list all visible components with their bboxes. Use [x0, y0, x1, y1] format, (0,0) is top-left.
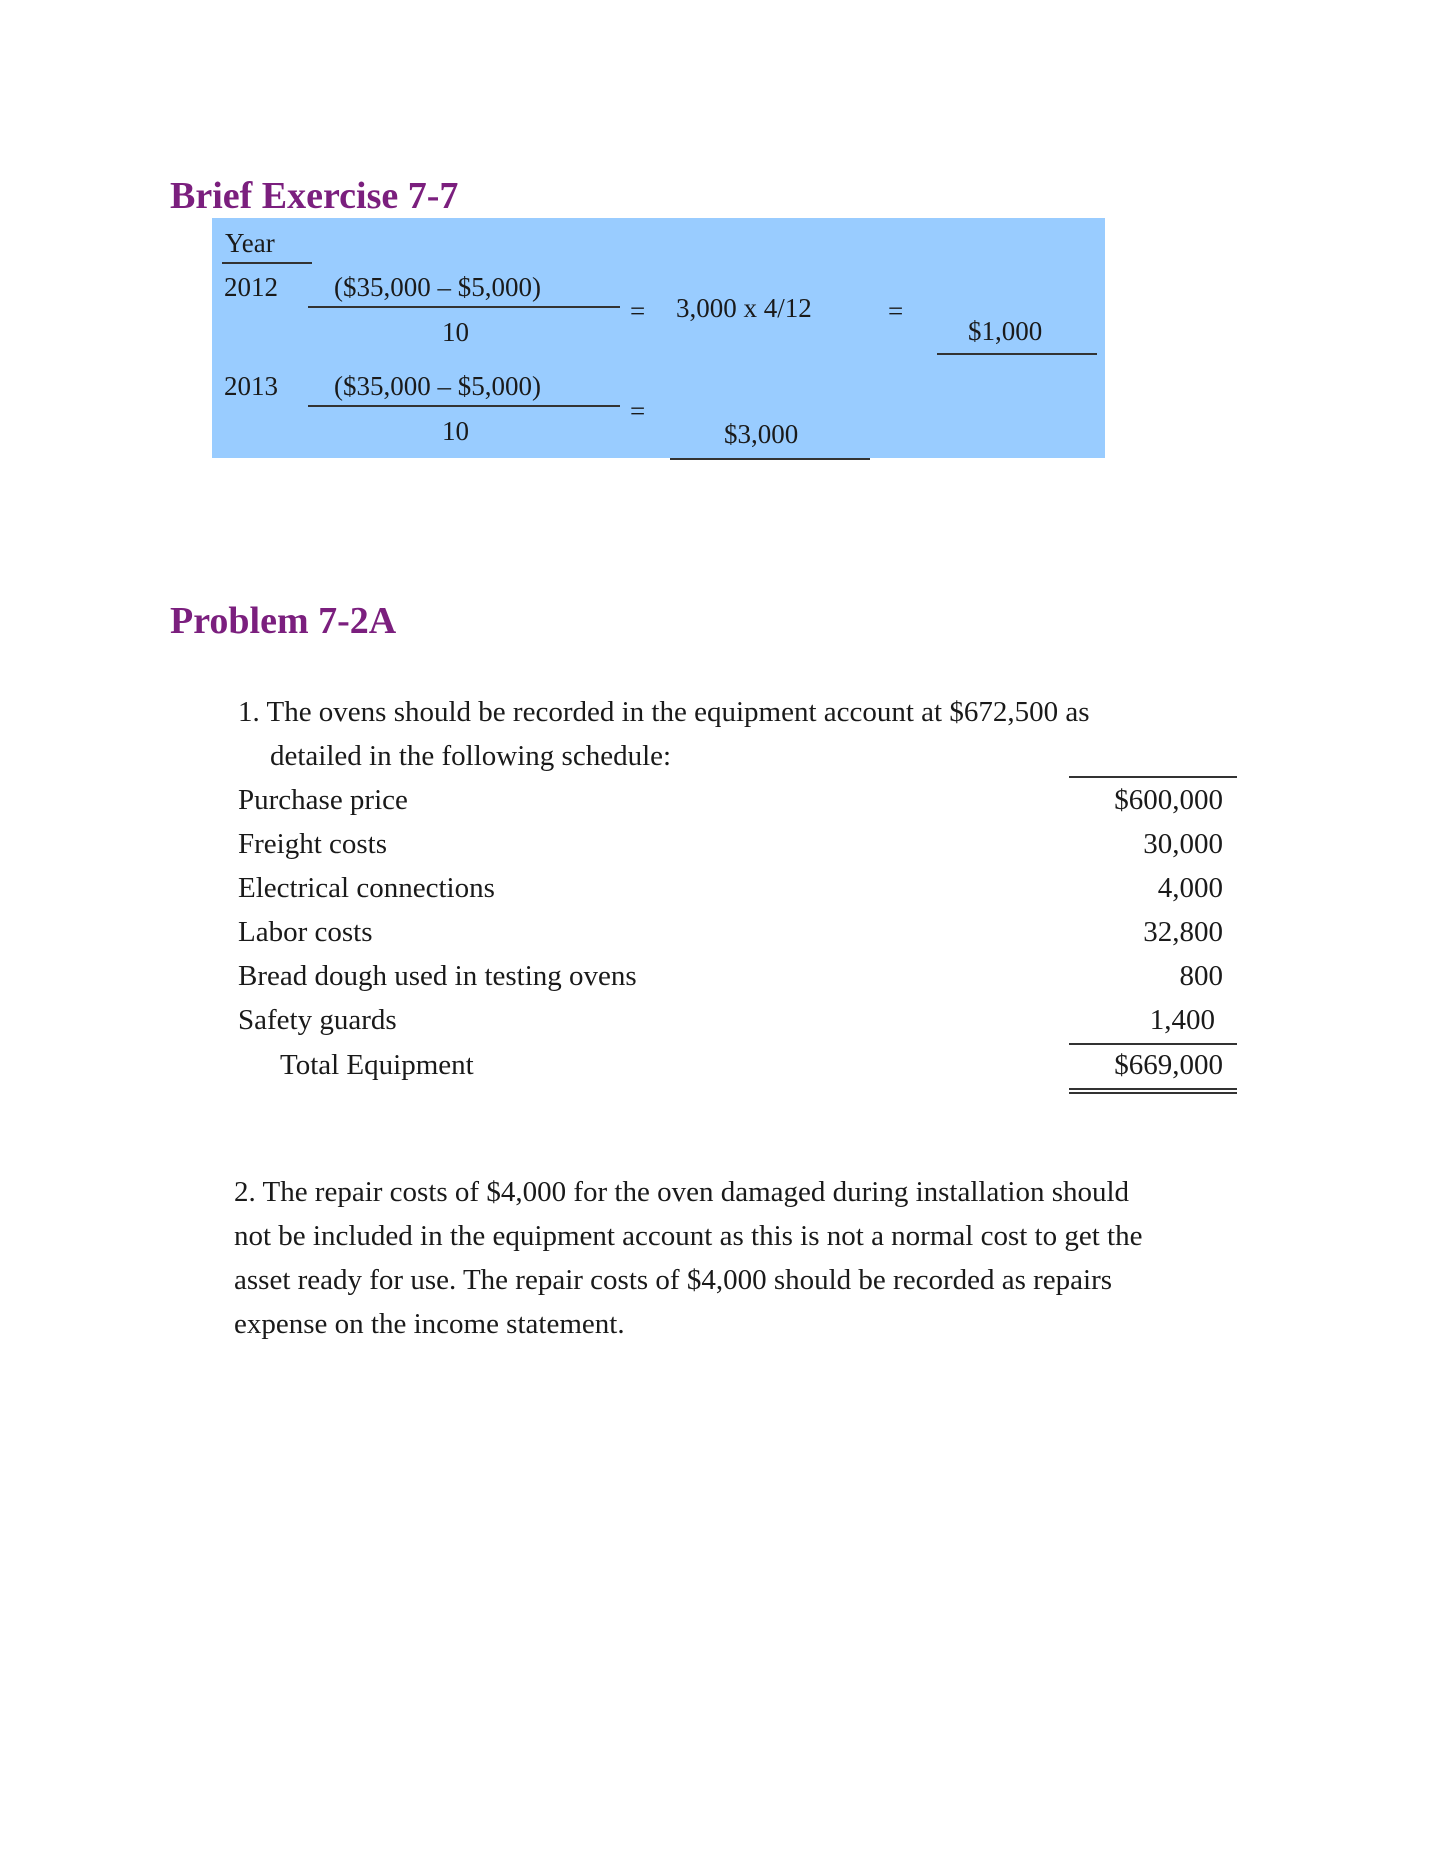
section-title-brief-exercise: Brief Exercise 7-7 [170, 175, 459, 217]
schedule-label-purchase-price: Purchase price [238, 784, 408, 816]
part1-line2: detailed in the following schedule: [270, 740, 672, 772]
schedule-top-rule [1069, 776, 1237, 778]
year-2013-label: 2013 [224, 371, 278, 401]
partial-year-calc-2012: 3,000 x 4/12 [676, 293, 812, 323]
schedule-label-safety-guards: Safety guards [238, 1004, 397, 1036]
numerator-2012: ($35,000 – $5,000) [334, 272, 541, 302]
depreciation-computation-panel [212, 218, 1105, 458]
denominator-2012: 10 [442, 317, 469, 347]
year-column-header: Year [225, 228, 275, 258]
numerator-2013: ($35,000 – $5,000) [334, 371, 541, 401]
schedule-label-bread-dough: Bread dough used in testing ovens [238, 960, 637, 992]
year-2012-label: 2012 [224, 272, 278, 302]
part2-line2: not be included in the equipment account as this is not a normal cost to get the [234, 1220, 1143, 1252]
schedule-subtotal-rule [1069, 1043, 1237, 1045]
part2-line4: expense on the income statement. [234, 1308, 625, 1340]
part2-line1: 2. The repair costs of $4,000 for the oven damaged during installation should [234, 1176, 1130, 1208]
denominator-2013: 10 [442, 416, 469, 446]
fraction-bar-2012 [308, 306, 620, 308]
schedule-value-electrical: 4,000 [1157, 872, 1223, 904]
schedule-value-freight: 30,000 [1143, 828, 1223, 860]
equals-sign-2012-b: = [888, 296, 904, 326]
total-double-rule-top [1069, 1088, 1237, 1090]
fraction-bar-2013 [308, 405, 620, 407]
result-2013-underline [670, 458, 870, 460]
part1-line1: 1. The ovens should be recorded in the equipment account at $672,500 as [238, 696, 1090, 728]
result-2012-underline [937, 353, 1097, 355]
section-title-problem: Problem 7-2A [170, 600, 397, 642]
schedule-label-freight: Freight costs [238, 828, 388, 860]
total-equipment-label: Total Equipment [280, 1049, 474, 1081]
part2-line3: asset ready for use. The repair costs of $4,000 should be recorded as repairs [234, 1264, 1113, 1296]
year-header-underline [222, 262, 312, 264]
total-double-rule-bottom [1069, 1092, 1237, 1094]
schedule-value-purchase-price: $600,000 [1114, 784, 1223, 816]
schedule-label-electrical: Electrical connections [238, 872, 495, 904]
equals-sign-2013: = [630, 396, 646, 426]
total-equipment-value: $669,000 [1114, 1049, 1223, 1081]
schedule-value-bread-dough: 800 [1179, 960, 1223, 992]
equals-sign-2012-a: = [630, 296, 646, 326]
result-2012: $1,000 [968, 316, 1043, 346]
result-2013: $3,000 [724, 419, 799, 449]
schedule-label-labor: Labor costs [238, 916, 373, 948]
schedule-value-labor: 32,800 [1143, 916, 1223, 948]
schedule-value-safety-guards: 1,400 [1149, 1004, 1215, 1036]
